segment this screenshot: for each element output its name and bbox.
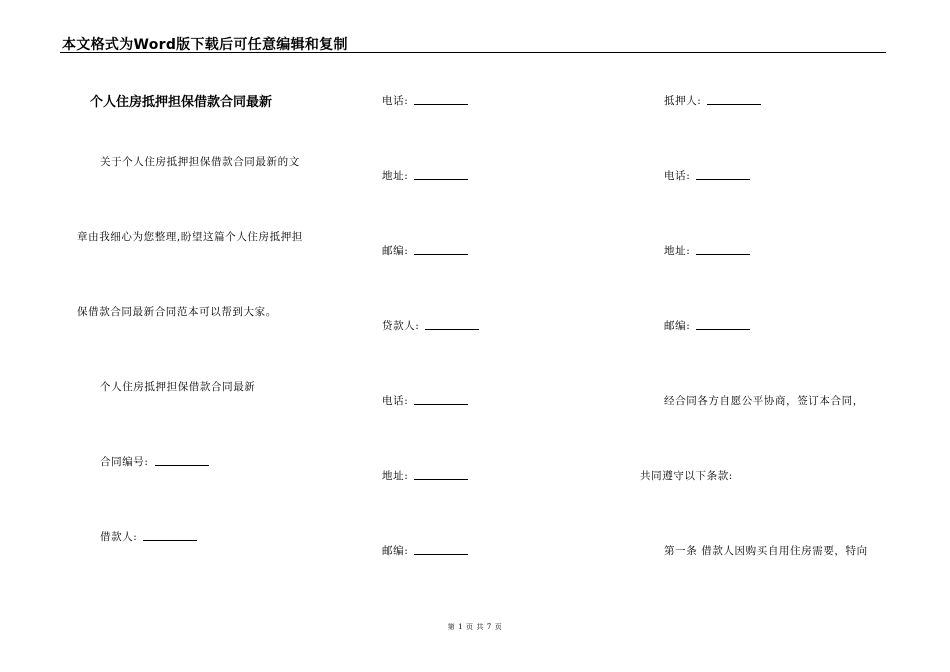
mortgagor-address-row [664,243,750,258]
postcode-blank [414,545,468,555]
page-footer: 第 1 页 共 7 页 [447,623,503,631]
lender-row [382,318,479,333]
postcode-row-2 [382,543,468,558]
header-title: 本文格式为Word版下载后可任意编辑和复制 [62,37,348,53]
address-row-1 [382,168,468,183]
address-row-2 [382,468,468,483]
address-blank [414,170,468,180]
mortgagor-postcode-row [664,318,750,333]
borrower-label: 借款人: [100,531,138,543]
header-rule [60,52,886,53]
lender-blank [425,320,479,330]
phone-label: 电话: [664,170,691,182]
postcode-label: 邮编: [382,545,409,557]
mortgagor-row [664,93,761,108]
contract-number-row [100,454,209,469]
postcode-label: 邮编: [382,245,409,257]
phone-label: 电话: [382,395,409,407]
address-label: 地址: [382,470,409,482]
agreement-line-1: 经合同各方自愿公平协商，签订本合同， [664,395,864,407]
phone-row-1 [382,93,468,108]
intro-line-3: 保借款合同最新合同范本可以帮到大家。 [77,306,277,318]
postcode-row-1 [382,243,468,258]
address-blank [696,245,750,255]
mortgagor-label: 抵押人: [664,95,702,107]
contract-number-label: 合同编号: [100,456,149,468]
postcode-blank [414,245,468,255]
mortgagor-phone-row [664,168,750,183]
document-title: 个人住房抵押担保借款合同最新 [90,95,273,110]
lender-label: 贷款人: [382,320,420,332]
borrower-row [100,529,197,544]
phone-blank [414,395,468,405]
address-label: 地址: [664,245,691,257]
contract-number-blank [155,456,209,466]
postcode-label: 邮编: [664,320,691,332]
mortgagor-blank [707,95,761,105]
phone-blank [414,95,468,105]
sub-title: 个人住房抵押担保借款合同最新 [100,381,256,393]
intro-line-2: 章由我细心为您整理,盼望这篇个人住房抵押担 [77,231,303,243]
address-label: 地址: [382,170,409,182]
article-1-line: 第一条 借款人因购买自用住房需要，特向 [664,545,868,557]
intro-line-1: 关于个人住房抵押担保借款合同最新的文 [100,156,300,168]
address-blank [414,470,468,480]
phone-row-2 [382,393,468,408]
phone-label: 电话: [382,95,409,107]
phone-blank [696,170,750,180]
agreement-line-2: 共同遵守以下条款: [640,470,733,482]
postcode-blank [696,320,750,330]
borrower-blank [143,531,197,541]
